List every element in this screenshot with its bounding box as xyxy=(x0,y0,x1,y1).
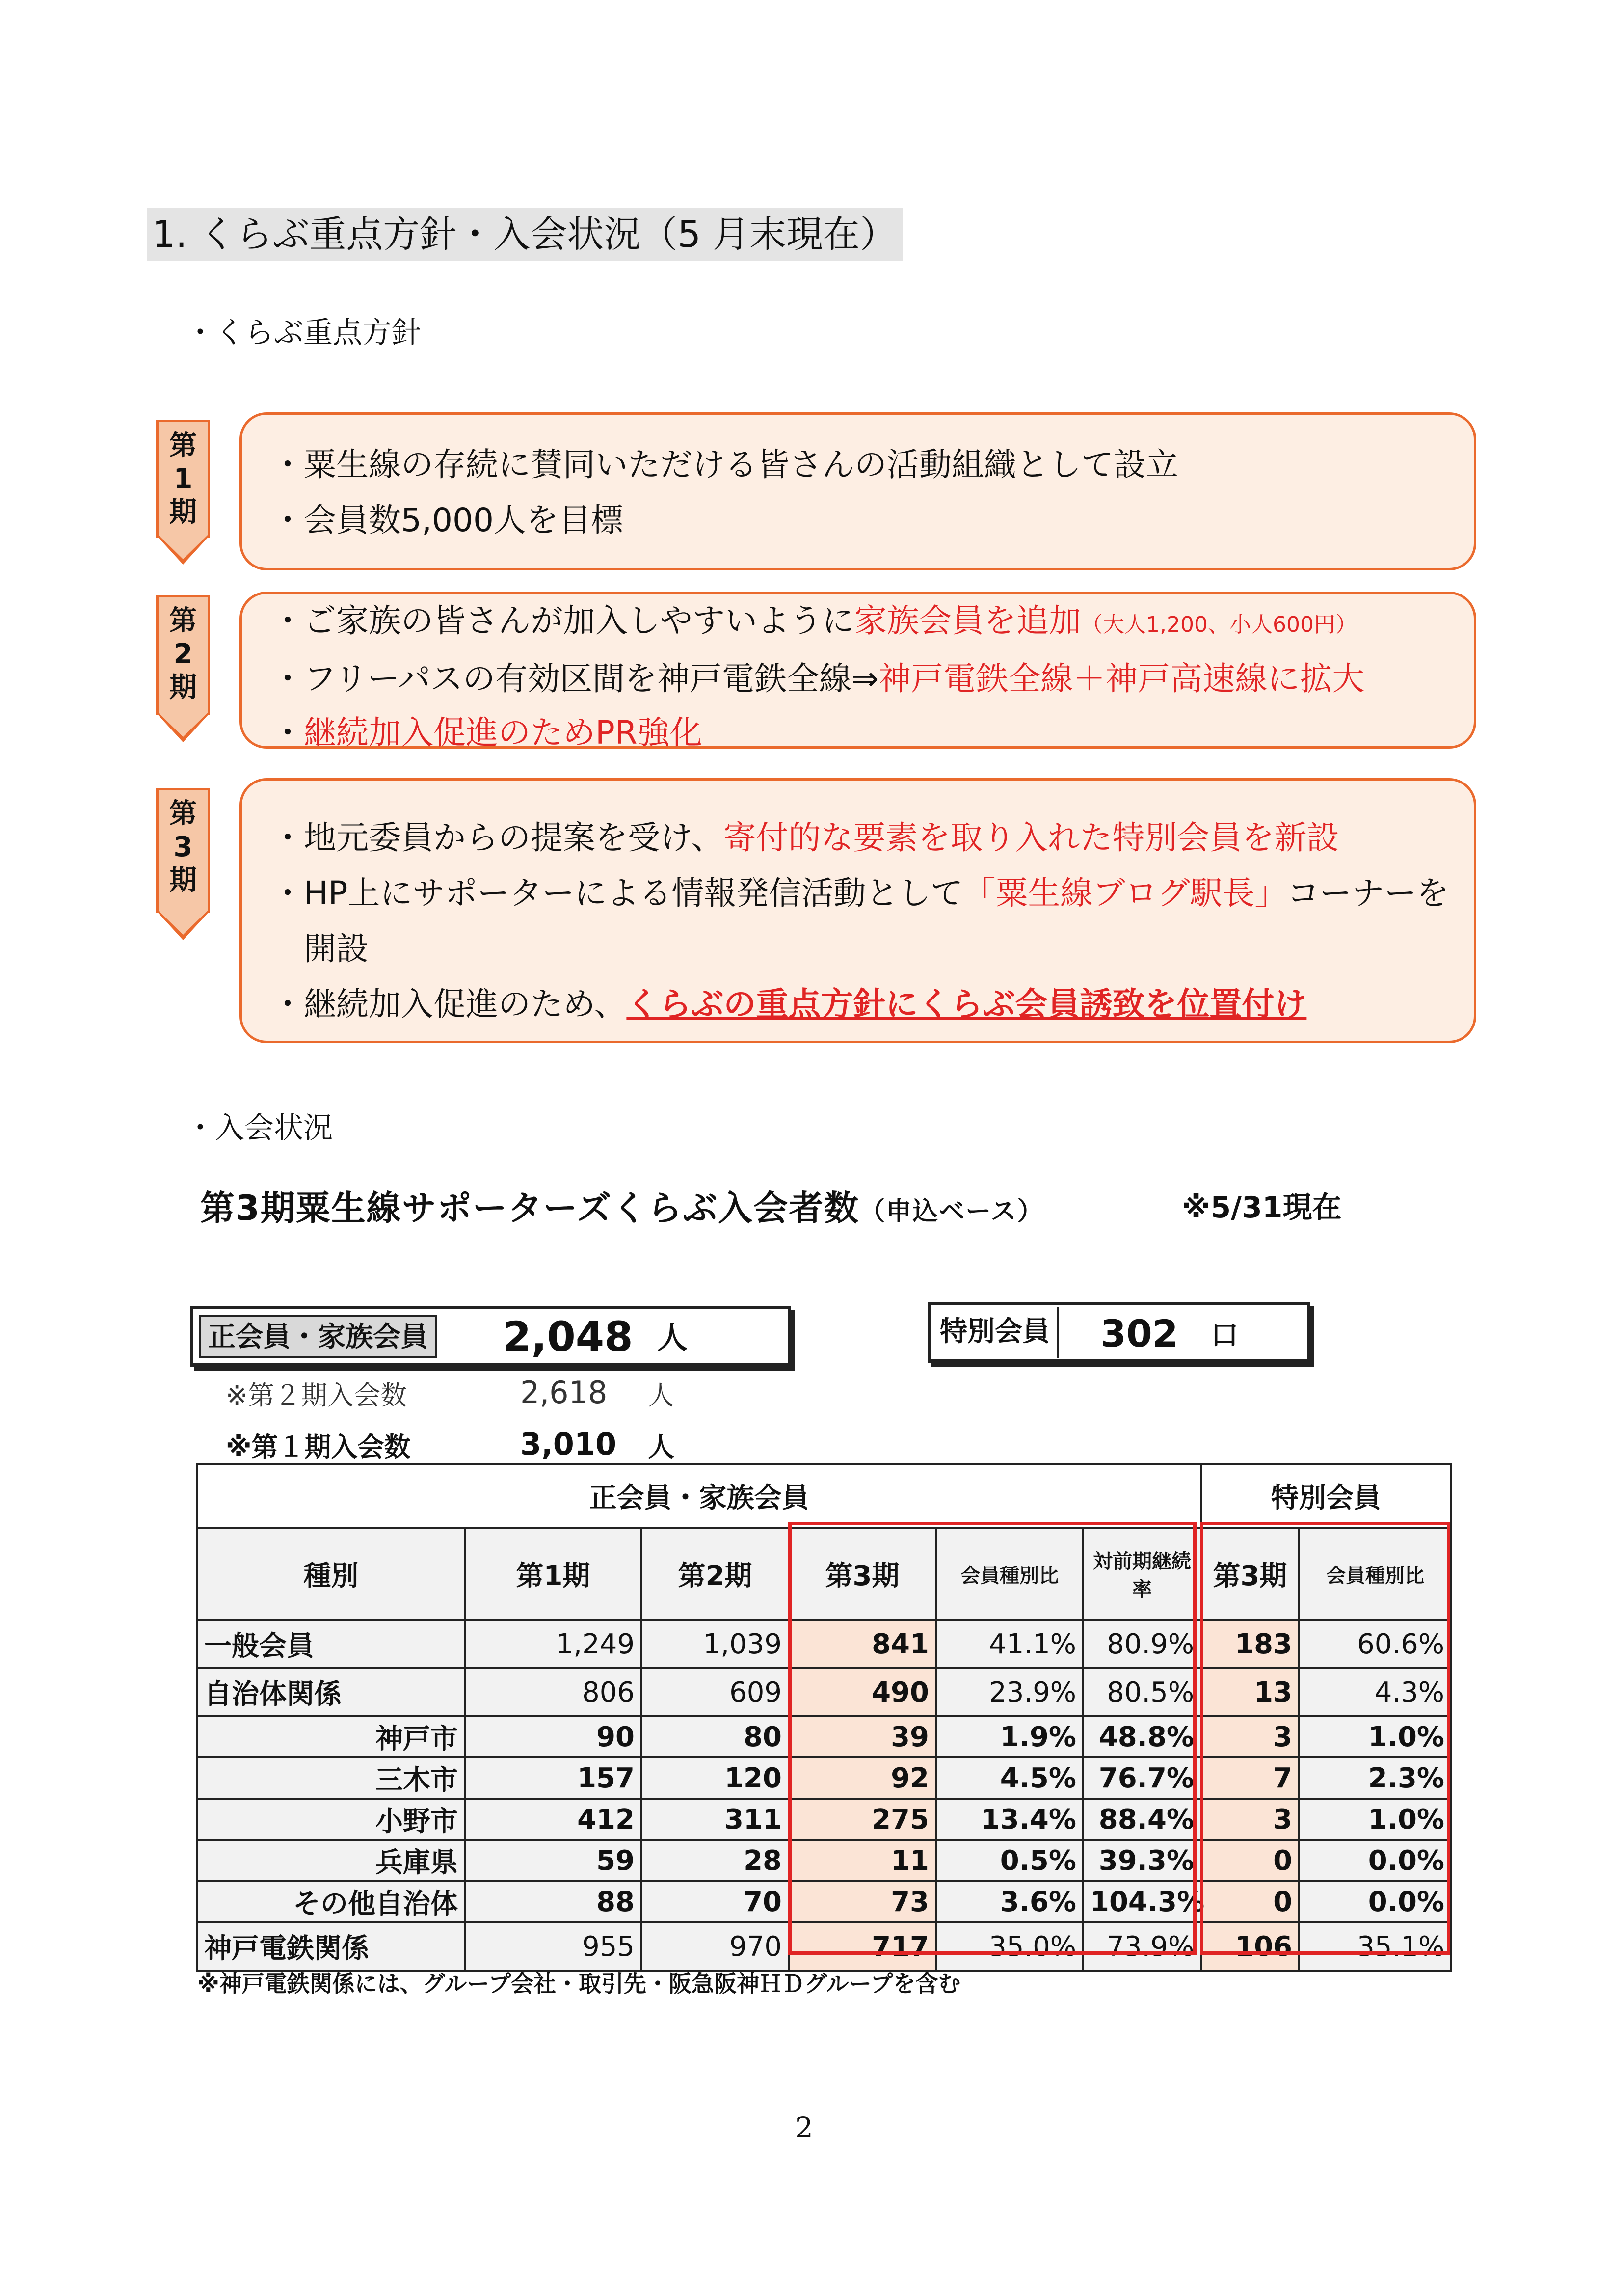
table-cell: 35.0% xyxy=(936,1922,1083,1971)
table-cell: 11 xyxy=(789,1840,936,1881)
special-summary-box xyxy=(928,1302,1310,1363)
previous-phase-2-line: ※第２期入会数 2,618 人 xyxy=(226,1375,674,1411)
column-header: 第3期 xyxy=(1201,1528,1299,1620)
phase-3-arrow xyxy=(156,788,210,913)
regular-summary-box xyxy=(190,1306,791,1367)
table-cell: 48.8% xyxy=(1083,1716,1201,1757)
table-row xyxy=(197,1881,1451,1922)
table-cell: 106 xyxy=(1201,1922,1299,1971)
table-cell: 80.9% xyxy=(1083,1620,1201,1668)
regular-summary-unit: 人 xyxy=(657,1320,688,1355)
table-cell: 120 xyxy=(641,1757,789,1799)
row-label: 神戸電鉄関係 xyxy=(197,1922,465,1971)
table-cell: 76.7% xyxy=(1083,1757,1201,1799)
group-header-special: 特別会員 xyxy=(1201,1464,1451,1528)
table-cell: 88 xyxy=(465,1881,641,1922)
column-header: 第1期 xyxy=(465,1528,641,1620)
column-header: 第3期 xyxy=(789,1528,936,1620)
table-cell: 0.5% xyxy=(936,1840,1083,1881)
table-cell: 841 xyxy=(789,1620,936,1668)
table-cell: 955 xyxy=(465,1922,641,1971)
phase-3-label: 第 3 期 xyxy=(169,798,197,896)
table-cell: 80 xyxy=(641,1716,789,1757)
row-label: 兵庫県 xyxy=(197,1840,465,1881)
table-cell: 4.5% xyxy=(936,1757,1083,1799)
phase-1-box xyxy=(239,412,1476,570)
table-cell: 13 xyxy=(1201,1668,1299,1716)
phase-2-line-3: ・継続加入促進のためPR強化 xyxy=(271,714,702,752)
phase-2-label: 第 2 期 xyxy=(169,605,197,703)
row-label: 神戸市 xyxy=(197,1716,465,1757)
table-cell: 157 xyxy=(465,1757,641,1799)
row-label: 一般会員 xyxy=(197,1620,465,1668)
table-cell: 1,039 xyxy=(641,1620,789,1668)
table-cell: 0 xyxy=(1201,1881,1299,1922)
phase-3-line-2: ・HP上にサポーターによる情報発信活動として「粟生線ブログ駅長」コーナーを xyxy=(271,874,1449,912)
table-row xyxy=(197,1716,1451,1757)
table-cell: 104.3% xyxy=(1083,1881,1201,1922)
table-cell: 80.5% xyxy=(1083,1668,1201,1716)
table-cell: 0.0% xyxy=(1299,1881,1451,1922)
as-of-note: ※5/31現在 xyxy=(1182,1190,1342,1225)
phase-2-line-2: ・フリーパスの有効区間を神戸電鉄全線⇒神戸電鉄全線＋神戸高速線に拡大 xyxy=(271,660,1365,698)
table-cell: 88.4% xyxy=(1083,1799,1201,1840)
column-header: 第2期 xyxy=(641,1528,789,1620)
phase-1-line-1: ・粟生線の存続に賛同いただける皆さんの活動組織として設立 xyxy=(271,446,1178,484)
table-cell: 92 xyxy=(789,1757,936,1799)
table-row xyxy=(197,1840,1451,1881)
column-header: 会員種別比 xyxy=(1299,1528,1451,1620)
table-cell: 3 xyxy=(1201,1799,1299,1840)
column-header: 種別 xyxy=(197,1528,465,1620)
table-cell: 73.9% xyxy=(1083,1922,1201,1971)
phase-1-label: 第 1 期 xyxy=(169,430,197,528)
phase-2-line-1: ・ご家族の皆さんが加入しやすいように家族会員を追加（大人1,200、小人600円） xyxy=(271,602,1357,640)
table-cell: 4.3% xyxy=(1299,1668,1451,1716)
table-body xyxy=(197,1620,1451,1971)
table-cell: 1,249 xyxy=(465,1620,641,1668)
table-cell: 183 xyxy=(1201,1620,1299,1668)
table-cell: 0 xyxy=(1201,1840,1299,1881)
table-cell: 39.3% xyxy=(1083,1840,1201,1881)
special-summary-unit: 口 xyxy=(1211,1320,1238,1351)
table-cell: 23.9% xyxy=(936,1668,1083,1716)
table-cell: 3 xyxy=(1201,1716,1299,1757)
table-row xyxy=(197,1757,1451,1799)
phase-1-line-2: ・会員数5,000人を目標 xyxy=(271,501,623,539)
table-row xyxy=(197,1922,1451,1971)
regular-summary-value: 2,048 xyxy=(503,1313,633,1361)
table-cell: 59 xyxy=(465,1840,641,1881)
special-summary-value: 302 xyxy=(1100,1312,1178,1355)
group-header-regular: 正会員・家族会員 xyxy=(197,1464,1201,1528)
row-label: 小野市 xyxy=(197,1799,465,1840)
table-cell: 13.4% xyxy=(936,1799,1083,1840)
row-label: 自治体関係 xyxy=(197,1668,465,1716)
phase-3-line-1: ・地元委員からの提案を受け、寄付的な要素を取り入れた特別会員を新設 xyxy=(271,819,1339,857)
table-cell: 39 xyxy=(789,1716,936,1757)
table-cell: 275 xyxy=(789,1799,936,1840)
table-cell: 609 xyxy=(641,1668,789,1716)
table-row xyxy=(197,1799,1451,1840)
policy-heading: ・くらぶ重点方針 xyxy=(186,316,421,350)
page-number: 2 xyxy=(795,2111,813,2144)
column-header: 会員種別比 xyxy=(936,1528,1083,1620)
table-cell: 806 xyxy=(465,1668,641,1716)
table-cell: 41.1% xyxy=(936,1620,1083,1668)
table-cell: 7 xyxy=(1201,1757,1299,1799)
phase-2-box xyxy=(239,592,1476,752)
column-header: 対前期継続率 xyxy=(1083,1528,1201,1620)
main-title: 第3期粟生線サポーターズくらぶ入会者数（申込ベース） xyxy=(200,1188,1044,1228)
table-row xyxy=(197,1668,1451,1716)
section-heading: 1. くらぶ重点方針・入会状況（5 月末現在） xyxy=(147,208,903,261)
phase-3-line-4: ・継続加入促進のため、くらぶの重点方針にくらぶ会員誘致を位置付け xyxy=(271,985,1307,1023)
table-footnote: ※神戸電鉄関係には、グループ会社・取引先・阪急阪神ＨＤグループを含む xyxy=(197,1971,961,1997)
table-cell: 3.6% xyxy=(936,1881,1083,1922)
phase-3-line-3: 開設 xyxy=(271,930,369,968)
previous-phase-1-line: ※第１期入会数 3,010 人 xyxy=(226,1426,674,1462)
table-cell: 35.1% xyxy=(1299,1922,1451,1971)
table-cell: 28 xyxy=(641,1840,789,1881)
special-summary-label: 特別会員 xyxy=(933,1307,1059,1358)
phase-3-box xyxy=(239,778,1476,1043)
table-cell: 1.0% xyxy=(1299,1799,1451,1840)
table-cell: 70 xyxy=(641,1881,789,1922)
table-cell: 90 xyxy=(465,1716,641,1757)
table-cell: 412 xyxy=(465,1799,641,1840)
table-row xyxy=(197,1620,1451,1668)
table-cell: 490 xyxy=(789,1668,936,1716)
table-cell: 970 xyxy=(641,1922,789,1971)
phase-1-arrow xyxy=(156,420,210,538)
row-label: 三木市 xyxy=(197,1757,465,1799)
phase-2-arrow xyxy=(156,595,210,715)
table-cell: 1.9% xyxy=(936,1716,1083,1757)
table-cell: 2.3% xyxy=(1299,1757,1451,1799)
table-cell: 311 xyxy=(641,1799,789,1840)
table-column-header-row xyxy=(197,1528,1451,1620)
regular-summary-label: 正会員・家族会員 xyxy=(199,1315,437,1358)
table-cell: 0.0% xyxy=(1299,1840,1451,1881)
status-heading: ・入会状況 xyxy=(186,1111,333,1145)
table-cell: 717 xyxy=(789,1922,936,1971)
row-label: その他自治体 xyxy=(197,1881,465,1922)
table-group-header-row xyxy=(197,1464,1451,1528)
table-cell: 1.0% xyxy=(1299,1716,1451,1757)
table-cell: 60.6% xyxy=(1299,1620,1451,1668)
member-table xyxy=(196,1463,1452,1972)
table-cell: 73 xyxy=(789,1881,936,1922)
